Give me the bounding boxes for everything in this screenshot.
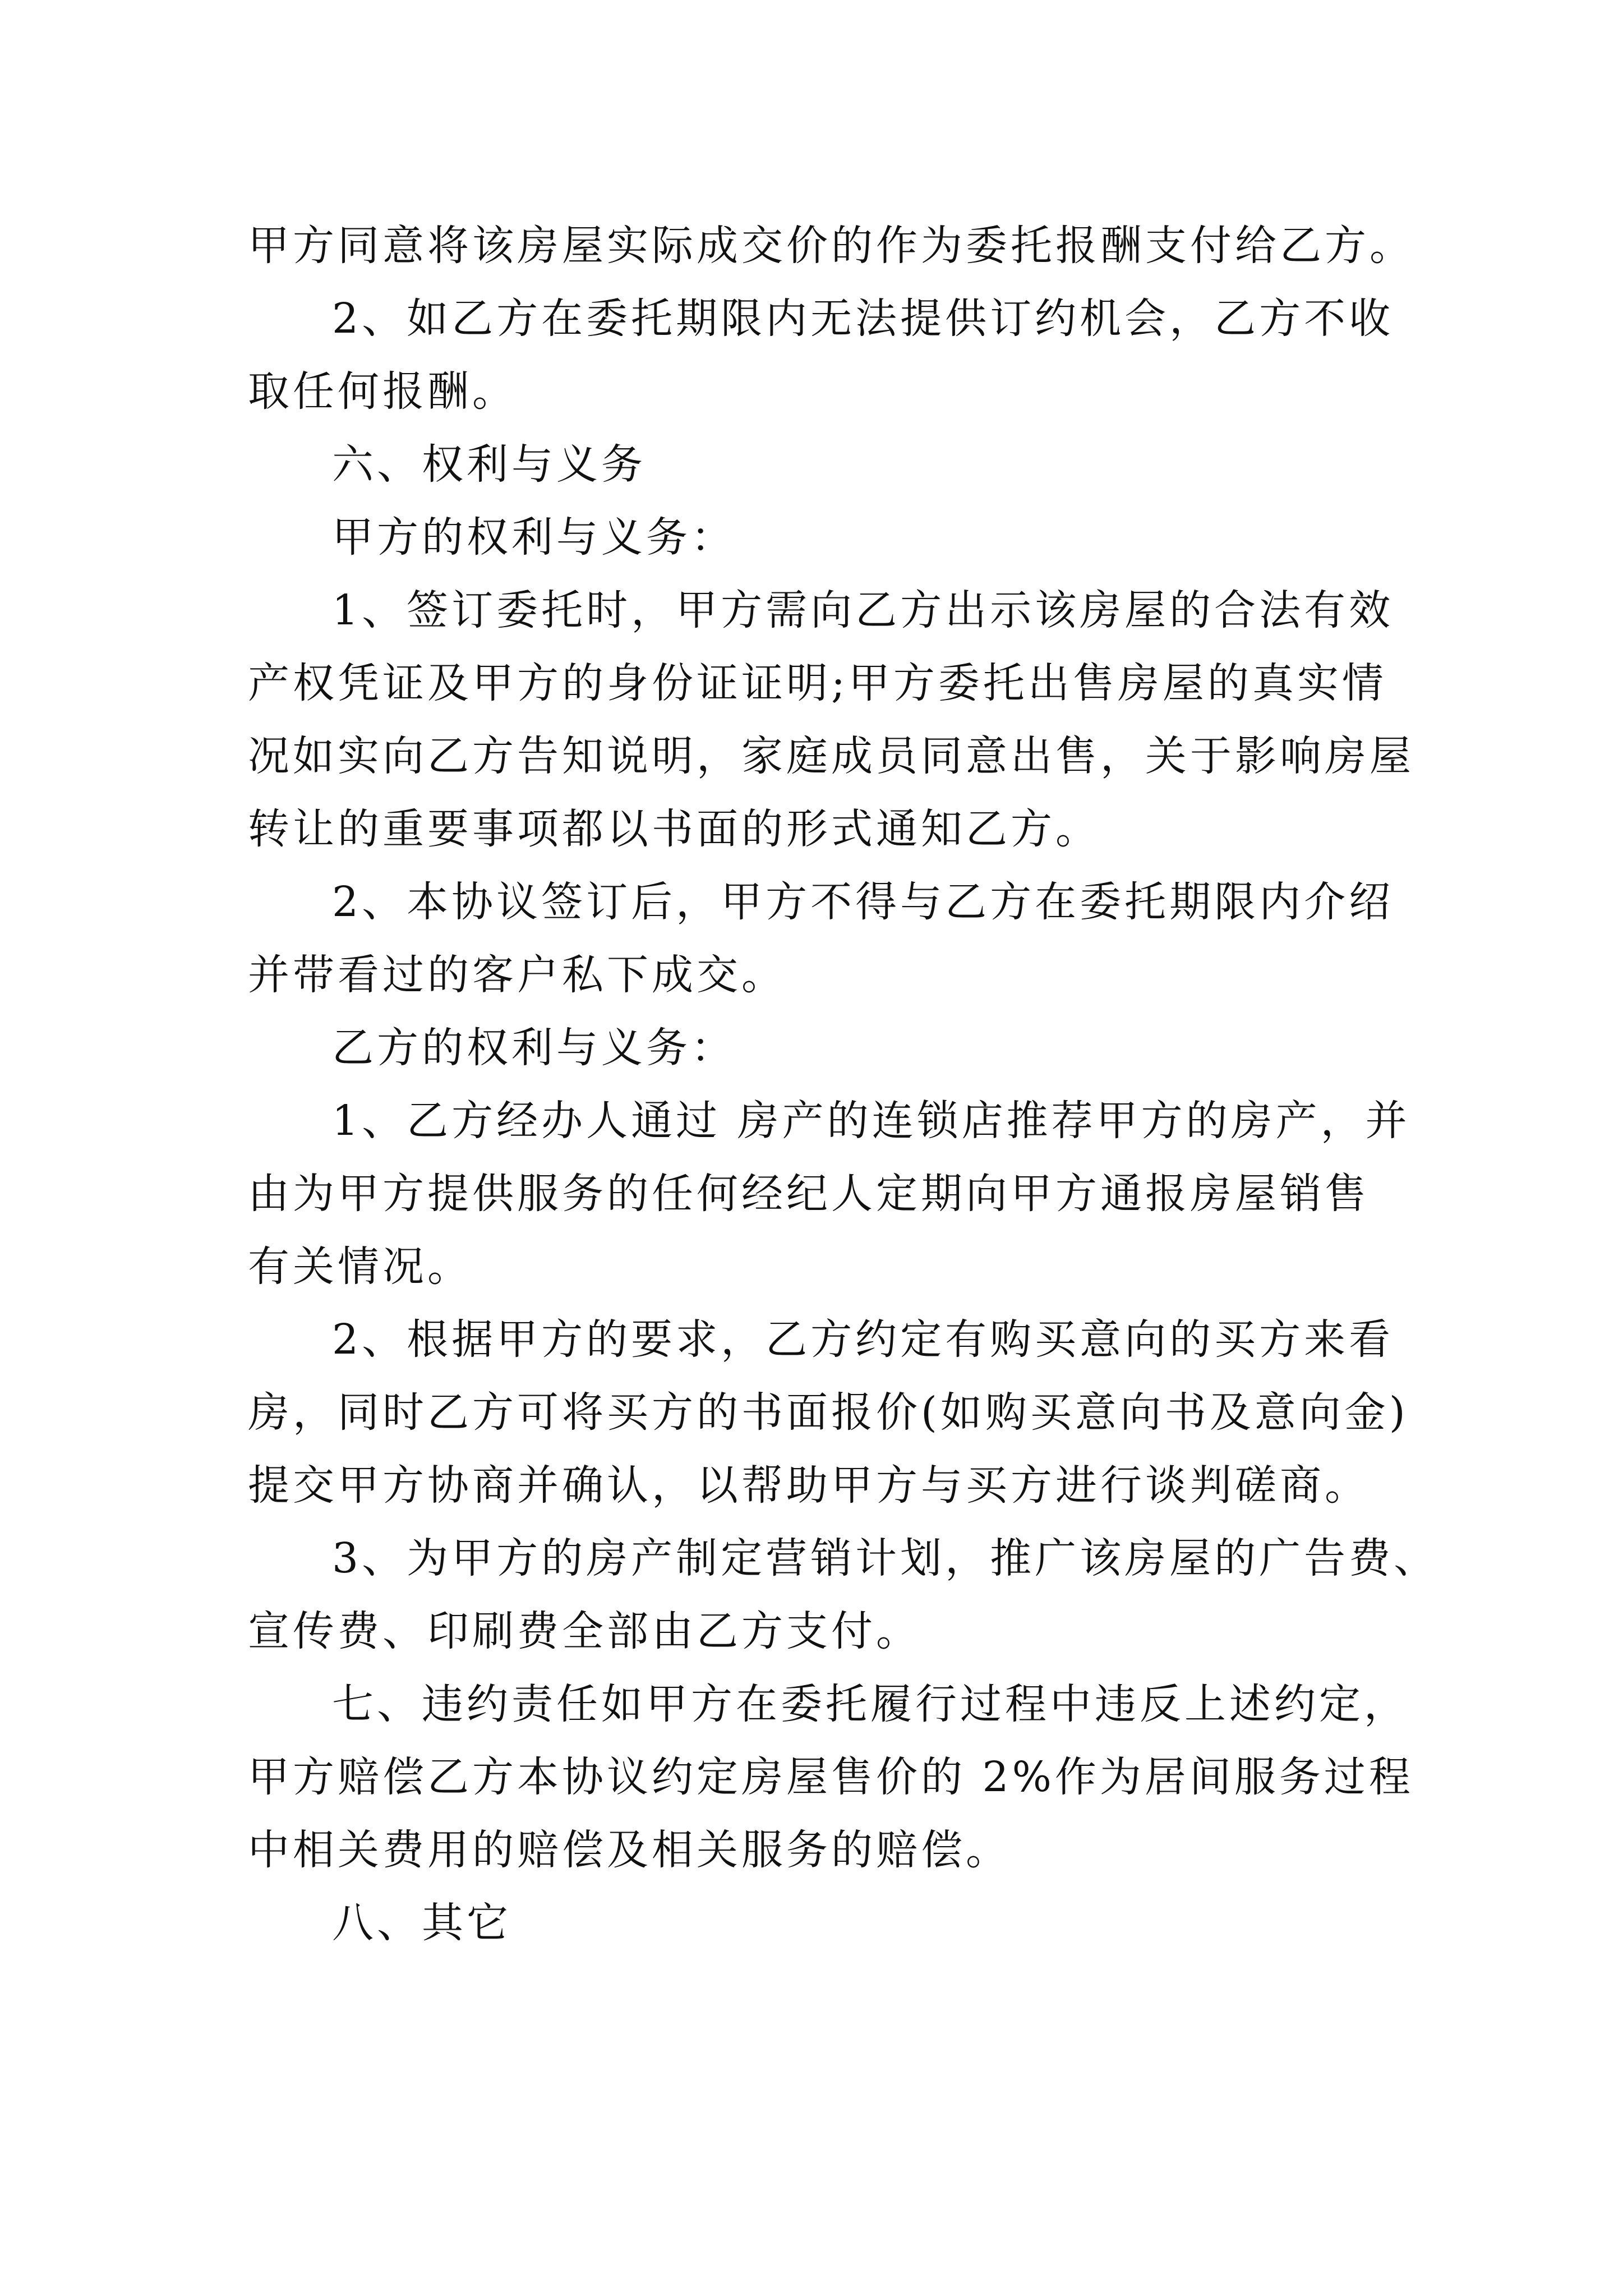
paragraph-line: 中相关费用的赔偿及相关服务的赔偿。 (248, 1826, 1011, 1874)
paragraph-line: 况如实向乙方告知说明，家庭成员同意出售，关于影响房屋 (248, 732, 1414, 780)
section-heading: 八、其它 (332, 1899, 511, 1947)
paragraph-line: 转让的重要事项都以书面的形式通知乙方。 (248, 805, 1100, 853)
paragraph-line: 1、乙方经办人通过 房产的连锁店推荐甲方的房产，并 (332, 1097, 1410, 1145)
paragraph-line: 甲方赔偿乙方本协议约定房屋售价的 2%作为居间服务过程 (248, 1753, 1414, 1801)
subsection-heading: 甲方的权利与义务： (332, 513, 736, 562)
section-heading: 六、权利与义务 (332, 440, 646, 489)
paragraph-line: 有关情况。 (248, 1243, 472, 1291)
paragraph-line: 取任何报酬。 (248, 367, 517, 416)
paragraph-line: 1、签订委托时，甲方需向乙方出示该房屋的合法有效 (332, 586, 1394, 634)
paragraph-line: 2、本协议签订后，甲方不得与乙方在委托期限内介绍 (332, 878, 1394, 926)
paragraph-line: 由为甲方提供服务的任何经纪人定期向甲方通报房屋销售 (248, 1170, 1370, 1218)
paragraph-line: 并带看过的客户私下成交。 (248, 951, 786, 999)
paragraph-line: 产权凭证及甲方的身份证证明;甲方委托出售房屋的真实情 (248, 659, 1387, 707)
paragraph-line: 甲方同意将该房屋实际成交价的作为委托报酬支付给乙方。 (248, 222, 1414, 270)
paragraph-line: 2、根据甲方的要求，乙方约定有购买意向的买方来看 (332, 1315, 1394, 1364)
paragraph-line: 房，同时乙方可将买方的书面报价(如购买意向书及意向金) (248, 1388, 1409, 1437)
paragraph-line: 2、如乙方在委托期限内无法提供订约机会，乙方不收 (332, 295, 1394, 343)
subsection-heading: 乙方的权利与义务： (332, 1024, 736, 1072)
paragraph-line: 提交甲方协商并确认，以帮助甲方与买方进行谈判磋商。 (248, 1461, 1370, 1510)
section-heading: 七、违约责任如甲方在委托履行过程中违反上述约定， (332, 1680, 1409, 1728)
paragraph-line: 宣传费、印刷费全部由乙方支付。 (248, 1607, 921, 1655)
paragraph-line: 3、为甲方的房产制定营销计划，推广该房屋的广告费、 (332, 1534, 1439, 1582)
